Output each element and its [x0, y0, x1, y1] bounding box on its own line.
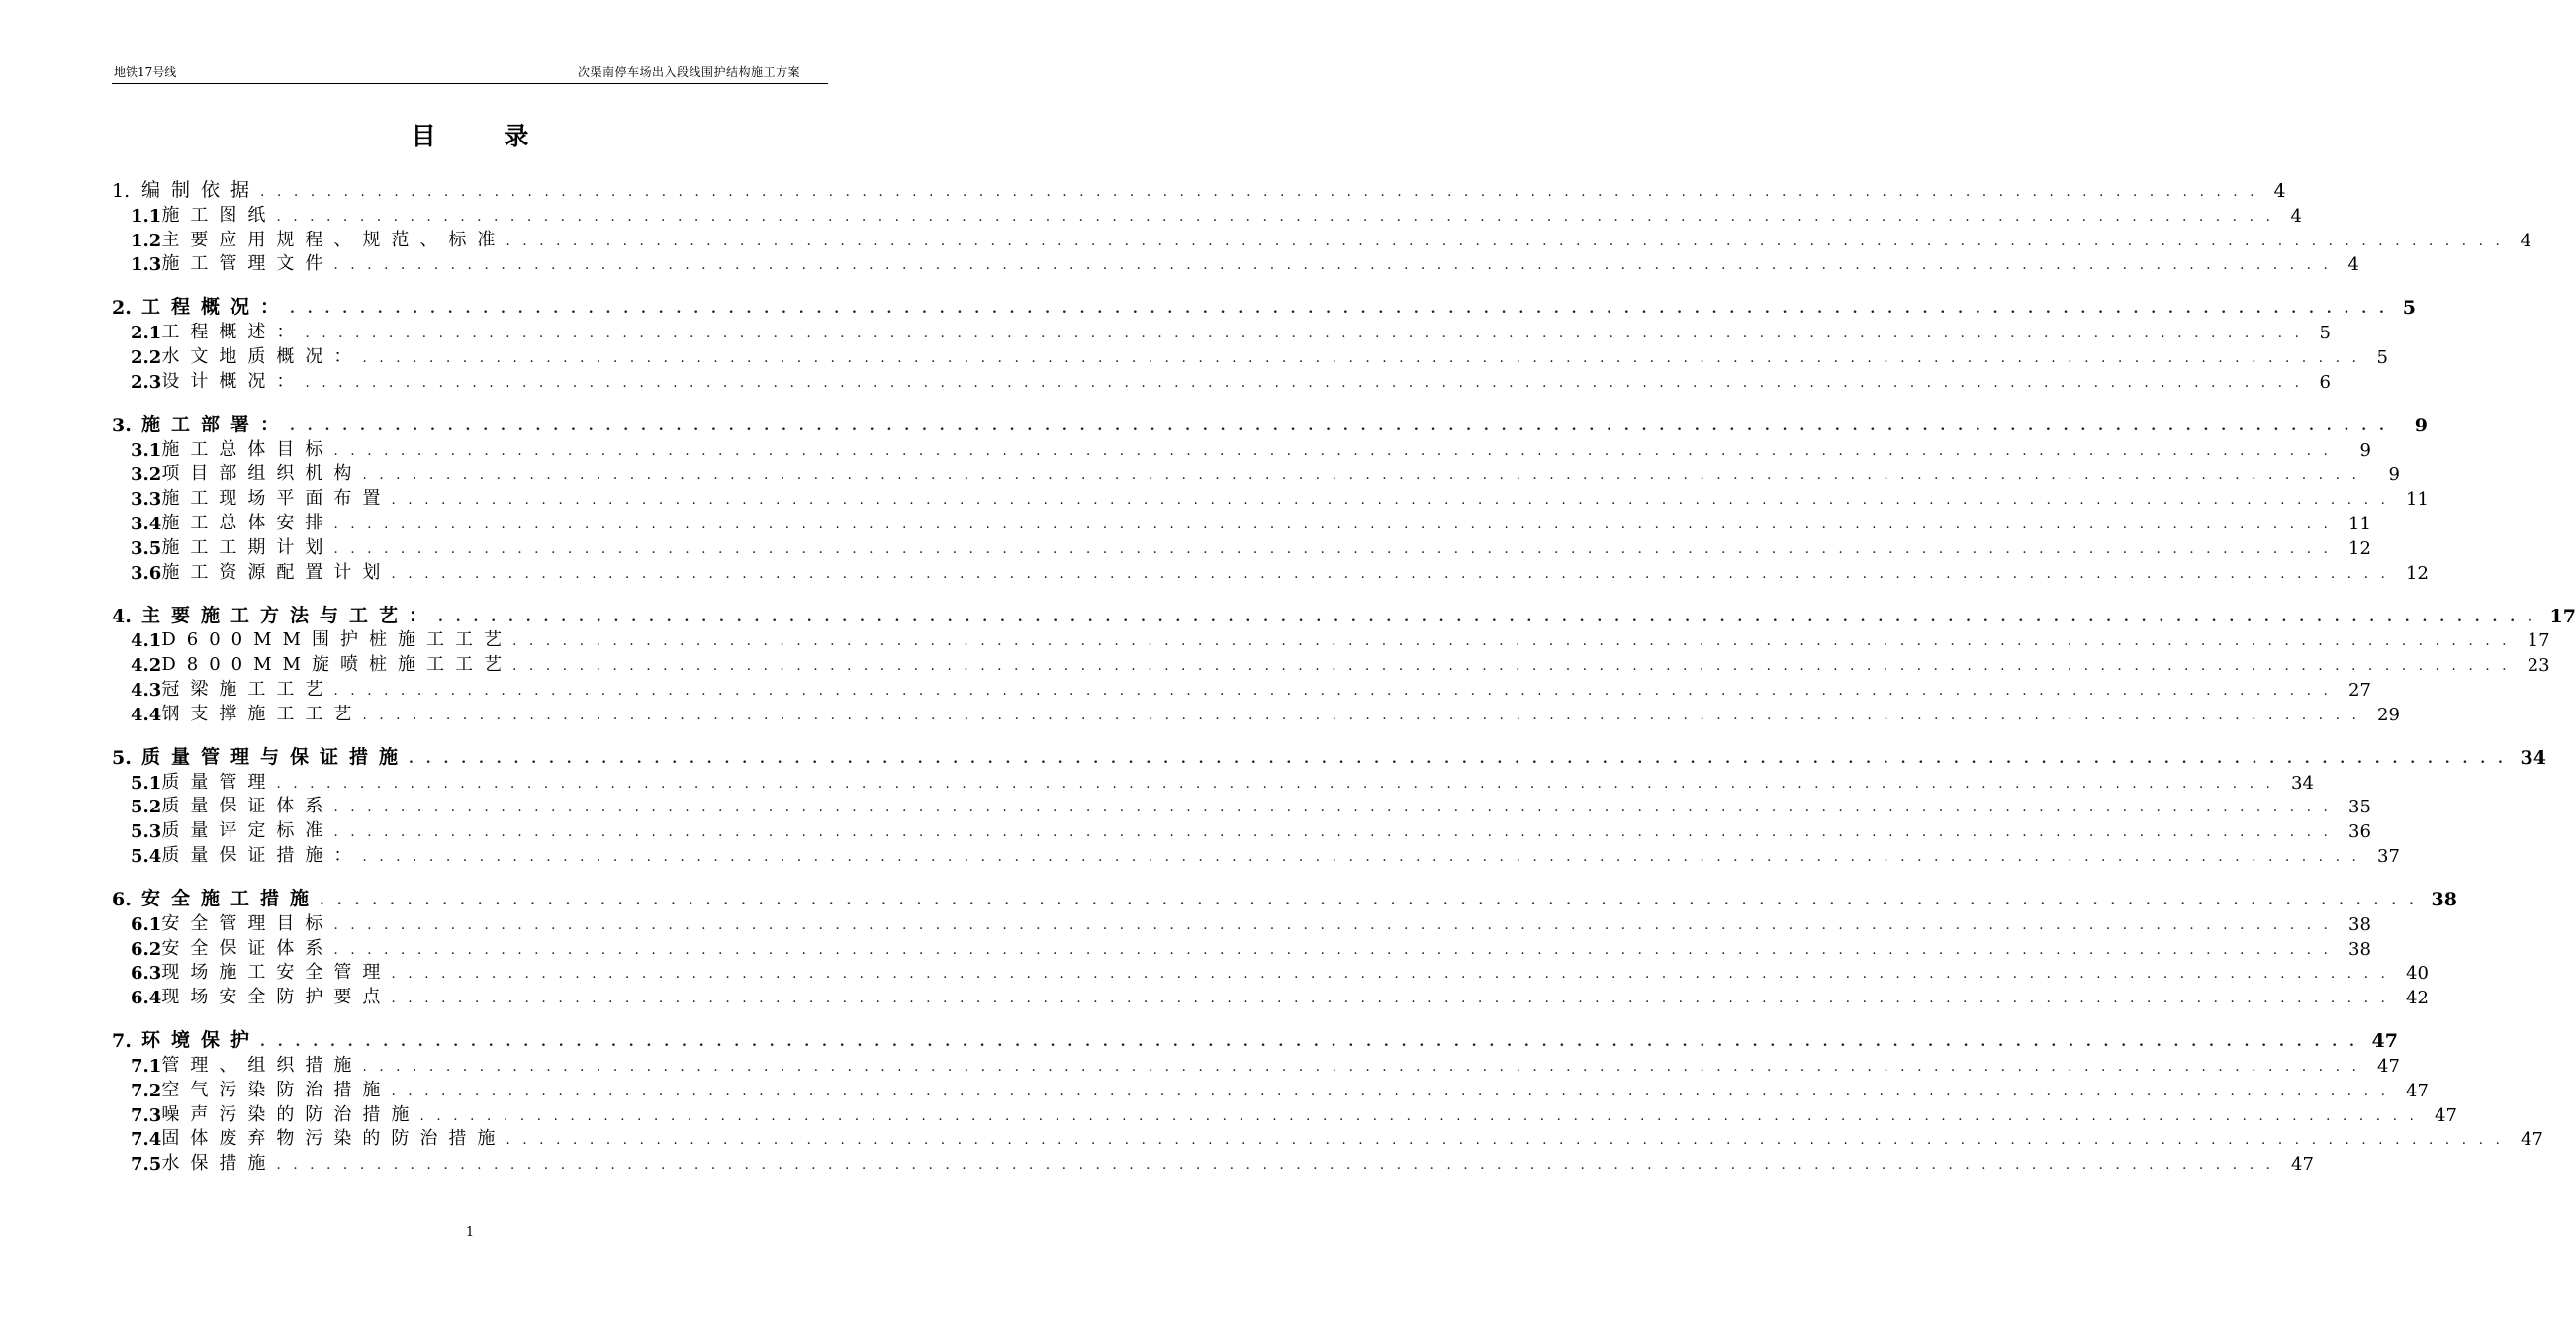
- toc-entry-title: 编制依据: [141, 179, 261, 201]
- toc-entry-page: 47: [2521, 1129, 2543, 1151]
- toc-entry-title: 施工资源配置计划: [161, 561, 392, 583]
- toc-entry-number: 3.6: [131, 562, 162, 584]
- toc-entry-page: 47: [2291, 1154, 2314, 1176]
- toc-entry-number: 3.4: [131, 513, 162, 534]
- toc-entry-page: 47: [2435, 1104, 2457, 1126]
- toc-entry-page: 5: [2376, 346, 2388, 368]
- toc-subsection-entry[interactable]: [112, 984, 2429, 1009]
- toc-entry-number: 1.2: [131, 230, 162, 251]
- toc-entry-number: 6.3: [131, 963, 162, 985]
- toc-entry-page: 4: [2520, 230, 2531, 251]
- toc-entry-number: 1.3: [131, 254, 162, 276]
- toc-entry-title: 质量评定标准: [161, 820, 334, 842]
- toc-entry-title: 管理、组织措施: [161, 1054, 363, 1076]
- toc-leader-dots: . . . . . . . . . . . . . . . . . . . . . . . . . . . . . . . . . . . . . . . . . . . . . . . . . . . . . . . . . . . . . . . . . . . . . . . . . . . . . . . . . . . . . . . . . . . . . . . . . . . . . . . . . . . . . . . . . . . . . . . .: [333, 442, 2332, 459]
- toc-entry-number: 5.: [112, 746, 132, 769]
- toc-section-entry[interactable]: [112, 877, 2457, 910]
- toc-leader-dots: . . . . . . . . . . . . . . . . . . . . . . . . . . . . . . . . . . . . . . . . . . . . . . . . . . . . . . . . . . . . . . . . . . . . . . . . . . . . . . . . . . . . . . . . . . . . . . . . . . . . . . . . . . . . . . . . . . . . . . . .: [362, 467, 2360, 484]
- toc-leader-dots: . . . . . . . . . . . . . . . . . . . . . . . . . . . . . . . . . . . . . . . . . . . . . . . . . . . . . . . . . . . . . . . . . . . . . . . . . . . . . . . . . . . . . . . . . . . . . . . . . . . . . . . . . . . . . . . . . . . . . . . .: [391, 1083, 2389, 1099]
- toc-leader-dots: . . . . . . . . . . . . . . . . . . . . . . . . . . . . . . . . . . . . . . . . . . . . . . . . . . . . . . . . . . . . . . . . . . . . . . . . . . . . . . . . . . . . . . . . . . . . . . . . . . . . . . . . . . . . . . . . . . . . . . . .: [290, 418, 2388, 434]
- toc-entry-page: 4: [2347, 254, 2359, 276]
- toc-leader-dots: . . . . . . . . . . . . . . . . . . . . . . . . . . . . . . . . . . . . . . . . . . . . . . . . . . . . . . . . . . . . . . . . . . . . . . . . . . . . . . . . . . . . . . . . . . . . . . . . . . . . . . . . . . . . . . . . . . . . . . . .: [506, 1132, 2504, 1149]
- toc-title: 目 录: [411, 122, 559, 150]
- toc-entry-number: 6.1: [131, 913, 162, 935]
- toc-entry-title: 质量管理: [161, 771, 277, 793]
- toc-entry-number: 5.4: [131, 845, 162, 867]
- header-document-title: 次渠南停车场出入段线围护结构施工方案: [577, 65, 800, 79]
- toc-entry-number: 3.2: [131, 464, 162, 486]
- toc-entry-number: 2.2: [131, 346, 162, 368]
- toc-subsection-entry[interactable]: [112, 436, 2371, 461]
- toc-entry-page: 5: [2402, 297, 2416, 320]
- toc-subsection-entry[interactable]: [112, 202, 2302, 227]
- toc-entry-number: 4.2: [131, 655, 162, 677]
- toc-leader-dots: . . . . . . . . . . . . . . . . . . . . . . . . . . . . . . . . . . . . . . . . . . . . . . . . . . . . . . . . . . . . . . . . . . . . . . . . . . . . . . . . . . . . . . . . . . . . . . . . . . . . . . . . . . . . . . . . . . . . . . . .: [305, 374, 2303, 391]
- toc-group-spacer: [112, 725, 822, 735]
- toc-entry-page: 47: [2371, 1030, 2398, 1053]
- toc-entry-title: 施工工期计划: [161, 536, 334, 558]
- toc-entry-title: 水文地质概况：: [161, 345, 363, 367]
- toc-entry-page: 9: [2414, 414, 2428, 436]
- toc-leader-dots: . . . . . . . . . . . . . . . . . . . . . . . . . . . . . . . . . . . . . . . . . . . . . . . . . . . . . . . . . . . . . . . . . . . . . . . . . . . . . . . . . . . . . . . . . . . . . . . . . . . . . . . . . . . . . . . . . . . . . . . .: [260, 1034, 2358, 1051]
- toc-leader-dots: . . . . . . . . . . . . . . . . . . . . . . . . . . . . . . . . . . . . . . . . . . . . . . . . . . . . . . . . . . . . . . . . . . . . . . . . . . . . . . . . . . . . . . . . . . . . . . . . . . . . . . . . . . . . . . . . . . . . . . . .: [333, 824, 2332, 841]
- toc-entry-page: 17: [2549, 605, 2576, 627]
- toc-group-spacer: [112, 393, 822, 403]
- toc-leader-dots: . . . . . . . . . . . . . . . . . . . . . . . . . . . . . . . . . . . . . . . . . . . . . . . . . . . . . . . . . . . . . . . . . . . . . . . . . . . . . . . . . . . . . . . . . . . . . . . . . . . . . . . . . . . . . . . . . . . . . . . .: [511, 658, 2511, 675]
- toc-leader-dots: . . . . . . . . . . . . . . . . . . . . . . . . . . . . . . . . . . . . . . . . . . . . . . . . . . . . . . . . . . . . . . . . . . . . . . . . . . . . . . . . . . . . . . . . . . . . . . . . . . . . . . . . . . . . . . . . . . . . . . . .: [333, 540, 2332, 557]
- toc-group-spacer: [112, 275, 822, 285]
- toc-leader-dots: . . . . . . . . . . . . . . . . . . . . . . . . . . . . . . . . . . . . . . . . . . . . . . . . . . . . . . . . . . . . . . . . . . . . . . . . . . . . . . . . . . . . . . . . . . . . . . . . . . . . . . . . . . . . . . . . . . . . . . . .: [305, 326, 2303, 342]
- toc-section-entry[interactable]: [112, 735, 2546, 769]
- toc-subsection-entry[interactable]: [112, 701, 2400, 725]
- toc-entry-title: 项目部组织机构: [161, 463, 363, 485]
- toc-leader-dots: . . . . . . . . . . . . . . . . . . . . . . . . . . . . . . . . . . . . . . . . . . . . . . . . . . . . . . . . . . . . . . . . . . . . . . . . . . . . . . . . . . . . . . . . . . . . . . . . . . . . . . . . . . . . . . . . . . . . . . . .: [276, 208, 2274, 225]
- toc-section-entry[interactable]: [112, 594, 2576, 627]
- toc-entry-title: 钢支撑施工工艺: [161, 703, 363, 724]
- toc-entry-page: 47: [2377, 1055, 2400, 1077]
- toc-entry-title: 主要应用规程、规范、标准: [161, 229, 506, 250]
- toc-group-spacer: [112, 584, 822, 594]
- toc-entry-page: 36: [2348, 821, 2371, 843]
- toc-entry-number: 3.5: [131, 537, 162, 559]
- toc-entry-page: 11: [2406, 489, 2429, 511]
- toc-entry-number: 6.: [112, 888, 132, 910]
- toc-subsection-entry[interactable]: [112, 627, 2550, 652]
- toc-entry-title: 安全保证体系: [161, 937, 334, 959]
- toc-subsection-entry[interactable]: [112, 343, 2388, 368]
- toc-entry-number: 3.1: [131, 439, 162, 461]
- toc-entry-title: 质量管理与保证措施: [141, 745, 410, 768]
- toc-subsection-entry[interactable]: [112, 1150, 2314, 1176]
- toc-entry-title: 空气污染防治措施: [161, 1079, 392, 1100]
- toc-entry-title: 施工图纸: [161, 204, 277, 226]
- toc-entry-page: 9: [2359, 439, 2371, 461]
- toc-leader-dots: . . . . . . . . . . . . . . . . . . . . . . . . . . . . . . . . . . . . . . . . . . . . . . . . . . . . . . . . . . . . . . . . . . . . . . . . . . . . . . . . . . . . . . . . . . . . . . . . . . . . . . . . . . . . . . . . . . . . . . . .: [506, 233, 2504, 249]
- toc-leader-dots: . . . . . . . . . . . . . . . . . . . . . . . . . . . . . . . . . . . . . . . . . . . . . . . . . . . . . . . . . . . . . . . . . . . . . . . . . . . . . . . . . . . . . . . . . . . . . . . . . . . . . . . . . . . . . . . . . . . . . . . .: [438, 609, 2536, 625]
- toc-subsection-entry[interactable]: [112, 368, 2331, 393]
- toc-entry-number: 4.3: [131, 679, 162, 701]
- toc-entry-title: 现场施工安全管理: [161, 962, 392, 984]
- toc-entry-title: 质量保证体系: [161, 796, 334, 817]
- toc-entry-number: 6.2: [131, 938, 162, 960]
- toc-entry-page: 12: [2348, 537, 2371, 559]
- toc-leader-dots: . . . . . . . . . . . . . . . . . . . . . . . . . . . . . . . . . . . . . . . . . . . . . . . . . . . . . . . . . . . . . . . . . . . . . . . . . . . . . . . . . . . . . . . . . . . . . . . . . . . . . . . . . . . . . . . . . . . . . . . .: [260, 184, 2258, 200]
- toc-entry-page: 11: [2348, 513, 2371, 534]
- toc-entry-page: 17: [2527, 630, 2550, 652]
- toc-entry-number: 7.2: [131, 1080, 162, 1101]
- toc-subsection-entry[interactable]: [112, 935, 2371, 960]
- toc-leader-dots: . . . . . . . . . . . . . . . . . . . . . . . . . . . . . . . . . . . . . . . . . . . . . . . . . . . . . . . . . . . . . . . . . . . . . . . . . . . . . . . . . . . . . . . . . . . . . . . . . . . . . . . . . . . . . . . . . . . . . . . .: [391, 966, 2389, 983]
- toc-entry-title: 施工总体目标: [161, 438, 334, 460]
- table-of-contents: [112, 168, 2576, 1176]
- toc-leader-dots: . . . . . . . . . . . . . . . . . . . . . . . . . . . . . . . . . . . . . . . . . . . . . . . . . . . . . . . . . . . . . . . . . . . . . . . . . . . . . . . . . . . . . . . . . . . . . . . . . . . . . . . . . . . . . . . . . . . . . . . .: [362, 848, 2360, 865]
- toc-leader-dots: . . . . . . . . . . . . . . . . . . . . . . . . . . . . . . . . . . . . . . . . . . . . . . . . . . . . . . . . . . . . . . . . . . . . . . . . . . . . . . . . . . . . . . . . . . . . . . . . . . . . . . . . . . . . . . . . . . . . . . . .: [320, 892, 2418, 908]
- toc-entry-number: 4.1: [131, 630, 162, 652]
- toc-entry-number: 3.: [112, 414, 132, 436]
- toc-entry-number: 2.: [112, 297, 132, 320]
- toc-entry-page: 42: [2406, 988, 2429, 1009]
- toc-subsection-entry[interactable]: [112, 319, 2331, 344]
- toc-entry-title: 水保措施: [161, 1153, 277, 1175]
- toc-entry-number: 5.2: [131, 797, 162, 818]
- toc-entry-page: 29: [2377, 704, 2400, 725]
- toc-entry-title: 现场安全防护要点: [161, 987, 392, 1008]
- header-project-name: 地铁17号线: [114, 65, 177, 79]
- toc-entry-title: 安全管理目标: [161, 912, 334, 934]
- toc-entry-title: 噪声污染的防治措施: [161, 1103, 420, 1125]
- toc-subsection-entry[interactable]: [112, 251, 2359, 276]
- toc-entry-page: 37: [2377, 845, 2400, 867]
- toc-subsection-entry[interactable]: [112, 485, 2429, 511]
- toc-entry-number: 4.: [112, 605, 132, 627]
- toc-leader-dots: . . . . . . . . . . . . . . . . . . . . . . . . . . . . . . . . . . . . . . . . . . . . . . . . . . . . . . . . . . . . . . . . . . . . . . . . . . . . . . . . . . . . . . . . . . . . . . . . . . . . . . . . . . . . . . . . . . . . . . . .: [362, 707, 2360, 723]
- toc-entry-number: 2.3: [131, 371, 162, 393]
- page-number: 1: [465, 1225, 475, 1240]
- toc-entry-number: 1.1: [131, 205, 162, 227]
- toc-subsection-entry[interactable]: [112, 559, 2429, 584]
- toc-entry-page: 47: [2406, 1080, 2429, 1101]
- toc-section-entry[interactable]: [112, 168, 2286, 202]
- toc-leader-dots: . . . . . . . . . . . . . . . . . . . . . . . . . . . . . . . . . . . . . . . . . . . . . . . . . . . . . . . . . . . . . . . . . . . . . . . . . . . . . . . . . . . . . . . . . . . . . . . . . . . . . . . . . . . . . . . . . . . . . . . .: [391, 991, 2389, 1007]
- toc-leader-dots: . . . . . . . . . . . . . . . . . . . . . . . . . . . . . . . . . . . . . . . . . . . . . . . . . . . . . . . . . . . . . . . . . . . . . . . . . . . . . . . . . . . . . . . . . . . . . . . . . . . . . . . . . . . . . . . . . . . . . . . .: [333, 800, 2332, 816]
- toc-section-entry[interactable]: [112, 403, 2428, 436]
- toc-subsection-entry[interactable]: [112, 817, 2371, 843]
- toc-leader-dots: . . . . . . . . . . . . . . . . . . . . . . . . . . . . . . . . . . . . . . . . . . . . . . . . . . . . . . . . . . . . . . . . . . . . . . . . . . . . . . . . . . . . . . . . . . . . . . . . . . . . . . . . . . . . . . . . . . . . . . . .: [419, 1107, 2418, 1124]
- toc-leader-dots: . . . . . . . . . . . . . . . . . . . . . . . . . . . . . . . . . . . . . . . . . . . . . . . . . . . . . . . . . . . . . . . . . . . . . . . . . . . . . . . . . . . . . . . . . . . . . . . . . . . . . . . . . . . . . . . . . . . . . . . .: [276, 775, 2274, 792]
- toc-subsection-entry[interactable]: [112, 510, 2371, 534]
- toc-entry-number: 7.1: [131, 1055, 162, 1077]
- toc-subsection-entry[interactable]: [112, 1052, 2400, 1077]
- toc-entry-title: 设计概况：: [161, 370, 306, 392]
- toc-subsection-entry[interactable]: [112, 910, 2371, 935]
- toc-subsection-entry[interactable]: [112, 534, 2371, 559]
- toc-subsection-entry[interactable]: [112, 842, 2400, 867]
- toc-subsection-entry[interactable]: [112, 676, 2371, 701]
- toc-entry-number: 5.3: [131, 821, 162, 843]
- toc-entry-title: 工程概况：: [141, 296, 291, 319]
- toc-leader-dots: . . . . . . . . . . . . . . . . . . . . . . . . . . . . . . . . . . . . . . . . . . . . . . . . . . . . . . . . . . . . . . . . . . . . . . . . . . . . . . . . . . . . . . . . . . . . . . . . . . . . . . . . . . . . . . . . . . . . . . . .: [511, 633, 2511, 650]
- toc-section-entry[interactable]: [112, 1018, 2398, 1053]
- toc-leader-dots: . . . . . . . . . . . . . . . . . . . . . . . . . . . . . . . . . . . . . . . . . . . . . . . . . . . . . . . . . . . . . . . . . . . . . . . . . . . . . . . . . . . . . . . . . . . . . . . . . . . . . . . . . . . . . . . . . . . . . . . .: [391, 492, 2389, 509]
- toc-entry-number: 3.3: [131, 489, 162, 511]
- toc-leader-dots: . . . . . . . . . . . . . . . . . . . . . . . . . . . . . . . . . . . . . . . . . . . . . . . . . . . . . . . . . . . . . . . . . . . . . . . . . . . . . . . . . . . . . . . . . . . . . . . . . . . . . . . . . . . . . . . . . . . . . . . .: [409, 750, 2507, 767]
- toc-entry-title: 施工部署：: [141, 413, 291, 435]
- toc-entry-title: D800MM旋喷桩施工工艺: [161, 654, 512, 676]
- toc-subsection-entry[interactable]: [112, 1126, 2543, 1151]
- toc-subsection-entry[interactable]: [112, 769, 2314, 794]
- toc-group-spacer: [112, 867, 822, 877]
- toc-entry-number: 5.1: [131, 772, 162, 794]
- toc-entry-title: 冠梁施工工艺: [161, 678, 334, 700]
- toc-entry-title: 主要施工方法与工艺：: [141, 604, 439, 626]
- toc-entry-title: 固体废弃物污染的防治措施: [161, 1128, 506, 1150]
- page-header: [112, 59, 828, 84]
- toc-subsection-entry[interactable]: [112, 227, 2531, 251]
- toc-entry-page: 9: [2388, 464, 2400, 486]
- toc-entry-title: 施工现场平面布置: [161, 488, 392, 510]
- toc-group-spacer: [112, 1008, 822, 1018]
- toc-entry-page: 34: [2291, 772, 2314, 794]
- toc-entry-number: 4.4: [131, 704, 162, 725]
- toc-entry-number: 7.3: [131, 1104, 162, 1126]
- toc-entry-number: 7.4: [131, 1129, 162, 1151]
- toc-entry-title: 安全施工措施: [141, 887, 321, 909]
- toc-subsection-entry[interactable]: [112, 651, 2550, 677]
- toc-entry-title: 质量保证措施：: [161, 844, 363, 866]
- toc-leader-dots: . . . . . . . . . . . . . . . . . . . . . . . . . . . . . . . . . . . . . . . . . . . . . . . . . . . . . . . . . . . . . . . . . . . . . . . . . . . . . . . . . . . . . . . . . . . . . . . . . . . . . . . . . . . . . . . . . . . . . . . .: [333, 257, 2332, 274]
- toc-entry-number: 6.4: [131, 988, 162, 1009]
- toc-subsection-entry[interactable]: [112, 461, 2400, 486]
- toc-entry-title: 环境保护: [141, 1029, 261, 1052]
- toc-subsection-entry[interactable]: [112, 1077, 2429, 1101]
- toc-entry-page: 38: [2431, 888, 2457, 910]
- toc-leader-dots: . . . . . . . . . . . . . . . . . . . . . . . . . . . . . . . . . . . . . . . . . . . . . . . . . . . . . . . . . . . . . . . . . . . . . . . . . . . . . . . . . . . . . . . . . . . . . . . . . . . . . . . . . . . . . . . . . . . . . . . .: [391, 565, 2389, 582]
- toc-entry-number: 7.: [112, 1030, 132, 1053]
- toc-entry-page: 27: [2348, 679, 2371, 701]
- toc-entry-page: 23: [2527, 655, 2550, 677]
- toc-entry-number: 2.1: [131, 323, 162, 344]
- toc-leader-dots: . . . . . . . . . . . . . . . . . . . . . . . . . . . . . . . . . . . . . . . . . . . . . . . . . . . . . . . . . . . . . . . . . . . . . . . . . . . . . . . . . . . . . . . . . . . . . . . . . . . . . . . . . . . . . . . . . . . . . . . .: [333, 916, 2332, 933]
- toc-entry-title: 施工管理文件: [161, 253, 334, 275]
- toc-entry-page: 6: [2319, 371, 2331, 393]
- toc-entry-page: 5: [2319, 323, 2331, 344]
- toc-entry-title: 施工总体安排: [161, 512, 334, 533]
- toc-subsection-entry[interactable]: [112, 794, 2371, 818]
- toc-section-entry[interactable]: [112, 285, 2416, 320]
- toc-entry-page: 38: [2348, 938, 2371, 960]
- toc-subsection-entry[interactable]: [112, 960, 2429, 985]
- toc-entry-title: 工程概述：: [161, 322, 306, 343]
- toc-leader-dots: . . . . . . . . . . . . . . . . . . . . . . . . . . . . . . . . . . . . . . . . . . . . . . . . . . . . . . . . . . . . . . . . . . . . . . . . . . . . . . . . . . . . . . . . . . . . . . . . . . . . . . . . . . . . . . . . . . . . . . . .: [290, 301, 2388, 318]
- toc-leader-dots: . . . . . . . . . . . . . . . . . . . . . . . . . . . . . . . . . . . . . . . . . . . . . . . . . . . . . . . . . . . . . . . . . . . . . . . . . . . . . . . . . . . . . . . . . . . . . . . . . . . . . . . . . . . . . . . . . . . . . . . .: [333, 941, 2332, 958]
- toc-leader-dots: . . . . . . . . . . . . . . . . . . . . . . . . . . . . . . . . . . . . . . . . . . . . . . . . . . . . . . . . . . . . . . . . . . . . . . . . . . . . . . . . . . . . . . . . . . . . . . . . . . . . . . . . . . . . . . . . . . . . . . . .: [333, 682, 2332, 699]
- toc-entry-page: 12: [2406, 562, 2429, 584]
- toc-leader-dots: . . . . . . . . . . . . . . . . . . . . . . . . . . . . . . . . . . . . . . . . . . . . . . . . . . . . . . . . . . . . . . . . . . . . . . . . . . . . . . . . . . . . . . . . . . . . . . . . . . . . . . . . . . . . . . . . . . . . . . . .: [276, 1157, 2274, 1174]
- toc-entry-title: D600MM围护桩施工工艺: [161, 629, 512, 651]
- toc-entry-page: 40: [2406, 963, 2429, 985]
- toc-entry-page: 4: [2273, 180, 2286, 202]
- toc-entry-page: 34: [2520, 746, 2546, 769]
- toc-entry-page: 35: [2348, 797, 2371, 818]
- toc-entry-page: 38: [2348, 913, 2371, 935]
- toc-entry-page: 4: [2290, 205, 2302, 227]
- toc-entry-number: 1.: [112, 180, 131, 202]
- toc-leader-dots: . . . . . . . . . . . . . . . . . . . . . . . . . . . . . . . . . . . . . . . . . . . . . . . . . . . . . . . . . . . . . . . . . . . . . . . . . . . . . . . . . . . . . . . . . . . . . . . . . . . . . . . . . . . . . . . . . . . . . . . .: [362, 1058, 2360, 1075]
- toc-entry-number: 7.5: [131, 1154, 162, 1176]
- toc-leader-dots: . . . . . . . . . . . . . . . . . . . . . . . . . . . . . . . . . . . . . . . . . . . . . . . . . . . . . . . . . . . . . . . . . . . . . . . . . . . . . . . . . . . . . . . . . . . . . . . . . . . . . . . . . . . . . . . . . . . . . . . .: [333, 516, 2332, 532]
- toc-leader-dots: . . . . . . . . . . . . . . . . . . . . . . . . . . . . . . . . . . . . . . . . . . . . . . . . . . . . . . . . . . . . . . . . . . . . . . . . . . . . . . . . . . . . . . . . . . . . . . . . . . . . . . . . . . . . . . . . . . . . . . . .: [362, 349, 2360, 366]
- toc-subsection-entry[interactable]: [112, 1101, 2457, 1126]
